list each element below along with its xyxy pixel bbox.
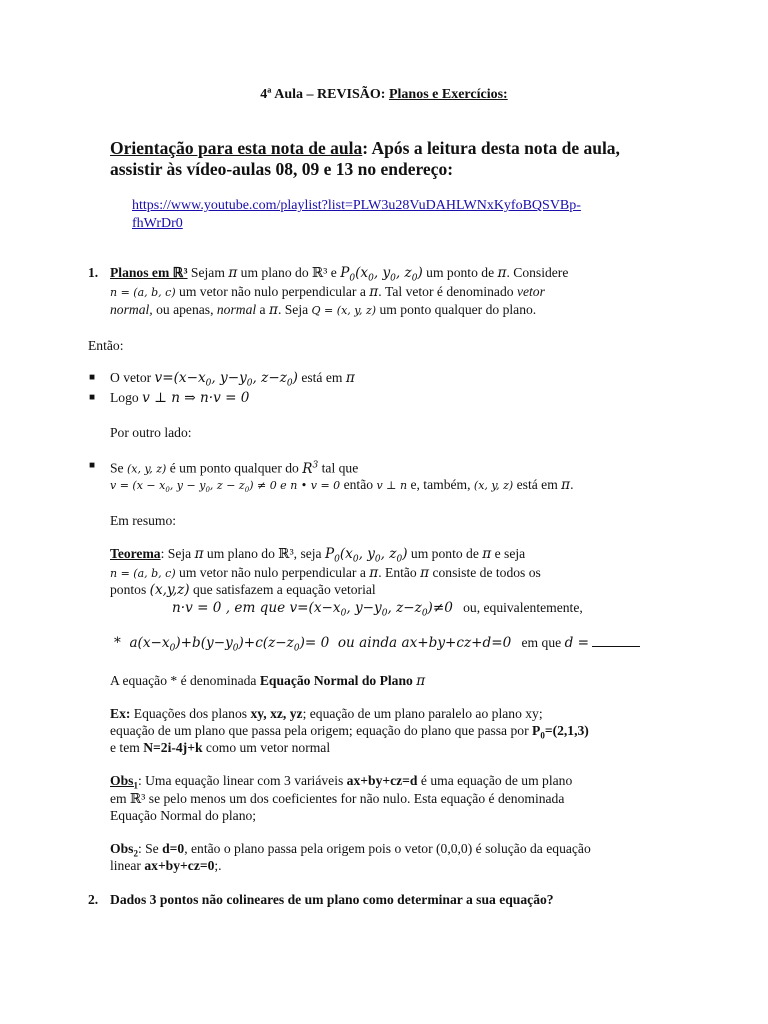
teorema-line-4: n·v = 0 , em que $v=(x-x_0$, $y-y_0$, $z-z_0)\ne 0$ ou, equivalentemente,: [172, 600, 583, 619]
bullet-logo: Logo v ⊥ n ⇒ n·v = 0: [110, 390, 250, 406]
title-part: Planos e Exercícios:: [388, 87, 508, 102]
text: O vetor: [110, 370, 155, 385]
orientation-line-1: [110, 137, 620, 159]
bullet-icon: ■: [89, 392, 96, 403]
text: Obs: [110, 841, 134, 856]
text: 1: [133, 780, 138, 791]
playlist-link-cont[interactable]: [132, 214, 183, 232]
section-number: 2.: [88, 892, 99, 907]
section-1-line-1: Planos em ℝ³ Sejam π um plano do ℝ³ e $P_0(x_0$, $y_0$, $z_0$) um ponto de π. Considere: [110, 265, 569, 284]
blank-line: [592, 634, 640, 647]
playlist-link-line[interactable]: fhWrDr0: [132, 216, 183, 231]
eq-normal-line: A equação * é denominada Equação Normal do Plano π: [110, 673, 426, 689]
title-part: REVISÃO:: [317, 87, 389, 102]
text: . Considere: [506, 265, 569, 280]
text: . Seja: [277, 302, 312, 317]
text: então: [340, 477, 377, 492]
obs1-line-2: em ℝ³ se pelo menos um dos coeficientes for não nulo. Esta equação é denominada: [110, 791, 565, 806]
text: Equação Normal do Plano: [259, 673, 413, 688]
playlist-link[interactable]: [132, 196, 581, 214]
text: um ponto de: [422, 265, 498, 280]
text: e tem: [110, 740, 144, 755]
obs1-line-3: Equação Normal do plano;: [110, 808, 257, 823]
title-part: 4ª Aula –: [260, 87, 317, 102]
entao-text: Então:: [88, 338, 124, 353]
text: ax+by+cz=d: [346, 773, 418, 788]
text: um plano do ℝ³ e: [237, 265, 341, 280]
bullet-se-line-2: $v = (x - x_0$, $y - y_0$, $z - z_0) \ne 0$ e n • v = 0 então v ⊥ n e, também, (x, y, z) está em π.: [110, 477, 574, 495]
obs2-label: [110, 841, 138, 859]
text: ax+by+cz=0: [144, 858, 215, 873]
text: equação de um plano que passa pela origem; equação do plano que passa por: [110, 723, 533, 738]
teorema-line-1: Teorema: Seja π um plano do ℝ³, seja $P_0(x_0$, $y_0$, $z_0$) um ponto de π e seja: [110, 546, 526, 565]
section-1-line-3: normal, ou apenas, normal a π. Seja Q = (x, y, z) um ponto qualquer do plano.: [110, 302, 537, 318]
text: um ponto de: [407, 546, 483, 561]
text: 2: [133, 848, 138, 859]
page-title: [0, 86, 768, 103]
orientation-label: Orientação para esta nota de aula: [110, 138, 363, 158]
orientation-line-2: [110, 158, 453, 180]
teorema-label: Teorema: [110, 546, 161, 561]
text: é uma equação de um plano: [417, 773, 573, 788]
text: .: [570, 477, 574, 492]
playlist-link-line[interactable]: https://www.youtube.com/playlist?list=PLW3u28VuDAHLWNxKyfoBQSVBp-: [132, 198, 581, 213]
text: . Tal vetor é denominado: [378, 284, 517, 299]
text: ou, equivalentemente,: [463, 600, 583, 615]
text: a: [256, 302, 269, 317]
text: um plano do ℝ³, seja: [203, 546, 325, 561]
obs1-label: [110, 773, 138, 791]
text: pontos: [110, 582, 150, 597]
resumo-text: Em resumo:: [110, 513, 177, 528]
section-1-line-2: n = (a, b, c) um vetor não nulo perpendicular a π. Tal vetor é denominado vetor: [110, 284, 545, 300]
text: um ponto qualquer do plano.: [376, 302, 537, 317]
ex-label: Ex:: [110, 706, 131, 721]
text: : Uma equação linear com 3 variáveis: [137, 773, 347, 788]
text: está em: [513, 477, 562, 492]
orientation-text: : Após a leitura desta nota de aula,: [362, 138, 620, 158]
ex-line-2: equação de um plano que passa pela origem; equação do plano que passa por $P_0=(2,1,3)$: [110, 723, 589, 741]
teorema-equation: * $a(x-x_0)+b(y-y_0)+c(z-z_0)= 0$ ou ainda ax+by+cz+d=0 em que d =: [114, 634, 640, 658]
bullet-vetor: O vetor $v=(x-x_0$, $y-y_0$, $z-z_0$) está em π: [110, 370, 355, 389]
text: ; equação de um plano paralelo ao plano xy;: [302, 706, 543, 721]
text: normal,: [110, 302, 153, 317]
text: ;.: [214, 858, 222, 873]
text: em que: [521, 635, 565, 650]
text: : Seja: [160, 546, 195, 561]
obs2-line-2: [110, 857, 222, 874]
section-heading: Planos em ℝ³: [110, 265, 188, 280]
text: : Se: [137, 841, 163, 856]
text: vetor: [516, 284, 545, 299]
text: que satisfazem a equação vetorial: [189, 582, 376, 597]
text: ou apenas,: [152, 302, 217, 317]
text: Se: [110, 460, 127, 476]
text: =(2,1,3): [544, 723, 589, 738]
section-number: 1.: [88, 265, 99, 280]
text: Logo: [110, 390, 143, 405]
text: tal que: [318, 460, 359, 476]
text: . Então: [378, 565, 421, 580]
teorema-line-2: n = (a, b, c) um vetor não nulo perpendicular a π. Então π consiste de todos os: [110, 565, 541, 581]
text: consiste de todos os: [429, 565, 541, 580]
text: um vetor não nulo perpendicular a: [175, 565, 370, 580]
ex-line-3: [110, 739, 330, 756]
text: é um ponto qualquer do: [166, 460, 303, 476]
text: N=2i-4j+k: [143, 740, 203, 755]
text: linear: [110, 858, 145, 873]
bullet-icon: ■: [89, 372, 96, 383]
text: Sejam: [187, 265, 229, 280]
text: normal: [216, 302, 257, 317]
text: e seja: [491, 546, 526, 561]
text: Obs: [110, 773, 134, 788]
bullet-icon: ■: [89, 460, 96, 471]
orientation-text: assistir às vídeo-aulas 08, 09 e 13 no endereço:: [110, 159, 454, 179]
text: e, também,: [407, 477, 474, 492]
text: um vetor não nulo perpendicular a: [175, 284, 370, 299]
text: está em: [297, 370, 346, 385]
text: Equações dos planos: [130, 706, 251, 721]
teorema-line-3: pontos (x,y,z) que satisfazem a equação vetorial: [110, 582, 376, 598]
text: d=0: [162, 841, 185, 856]
ex-line-1: [110, 705, 543, 722]
text: xy, xz, yz: [250, 706, 303, 721]
bullet-se-line-1: Se (x, y, z) é um ponto qualquer do $R^3$ tal que: [110, 460, 359, 477]
text: , então o plano passa pela origem pois o vetor (0,0,0) é solução da equação: [184, 841, 591, 856]
outro-lado-text: Por outro lado:: [110, 425, 192, 440]
text: como um vetor normal: [202, 740, 331, 755]
section-2-text: Dados 3 pontos não colineares de um plano como determinar a sua equação?: [110, 892, 554, 907]
text: A equação * é denominada: [110, 673, 260, 688]
